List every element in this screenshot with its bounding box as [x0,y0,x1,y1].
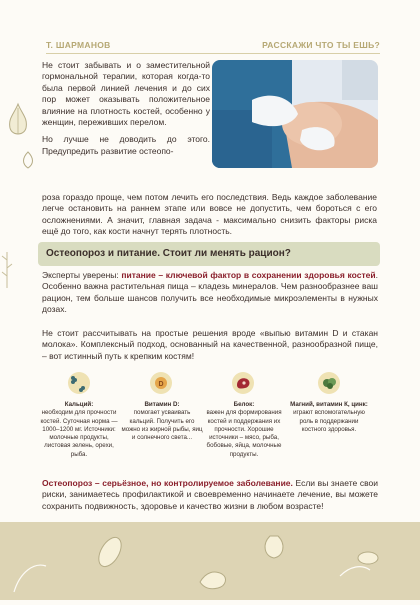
intro-text-2-cont: роза гораздо проще, чем потом лечить его последствия. Ведь каждое заболевание легче остановить на раннем этапе или вовсе не допустить, чем бороться с его осложнениями. А значит, главная задача - максимально снизить факторы риска ещё до того, как кости начнут терять плотность. [42,192,377,237]
conclusion-text: Если вы знаете свои риски, занимаетесь профилактикой и своевременно начинаете лечение, вы можете сохранить подвижность, здоровье и качество жизни в любом возрасте! [42,478,378,511]
garlic-sketch-icon [4,100,32,140]
meat-icon [232,372,254,394]
header-divider [46,53,380,54]
conclusion-highlight: Остеопороз – серьёзное, но контролируемое заболевание. [42,478,293,488]
experts-text-before: Эксперты уверены: [42,270,122,280]
vegetables-sketch-icon [0,522,420,600]
experts-highlight: питание – ключевой фактор в сохранении здоровья костей [121,270,376,280]
protein-icon-circle [232,372,254,394]
calcium-icon-circle [68,372,90,394]
nutrient-title: Белок: [233,401,255,408]
footer-band [0,522,420,600]
vitamin-d-icon [150,372,172,394]
nutrient-column-calcium [38,401,120,459]
conclusion-paragraph [42,478,378,512]
vitamin-d-icon-circle [150,372,172,394]
intro-text-2-start: Но лучше не доводить до этого. Предупредить развитие остеопо- [42,134,210,156]
nutrient-column-protein [203,401,285,459]
nutrient-title: Витамин D: [144,401,180,408]
greens-icon [318,372,340,394]
intro-paragraph [42,60,210,157]
nutrient-text: помогает усваивать кальций. Получить его можно из жирной рыбы, яиц и солнечного света... [121,409,203,442]
nutrient-column-vitamin-d [121,401,203,442]
nutrient-title: Магний, витамин К, цинк: [290,401,368,408]
experts-text-after: . Особенно важна растительная пища – кладезь минералов. Чем разнообразнее ваш рацион, тем больше шансов получить все необходимые микроэлементы в нужных дозах. [42,270,378,315]
leaf-sketch-icon [20,150,36,170]
nutrient-text: важен для формирования костей и поддержания их прочности. Хорошие источники – мясо, рыба, бобовые, яйца, молочные продукты. [206,409,282,458]
simple-solutions-paragraph: Не стоит рассчитывать на простые решения вроде «выпью витамин D и стакан молока». Комплексный подход, основанный на качественной, разнообразной пище, – вот истинный путь к крепким костям! [42,328,378,361]
section-title: Остеопороз и питание. Стоит ли менять рацион? [46,248,291,259]
header-author: Т. ШАРМАНОВ [46,40,111,50]
experts-paragraph [42,270,378,316]
minerals-icon-circle [318,372,340,394]
intro-text-1: Не стоит забывать и о заместительной гормональной терапии, которая когда-то была первой линией лечения и до сих пор может оказывать положительное влияние на плотность костей, особенно у женщин, переживших перелом. [42,60,210,128]
header-section: РАССКАЖИ ЧТО ТЫ ЕШЬ? [262,40,380,50]
nutrient-text: необходим для прочности костей. Суточная норма — 1000–1200 мг. Источники: молочные продукты, листовая зелень, орехи, рыба. [40,409,118,458]
page-header [0,0,420,62]
doctor-knee-photo [212,60,378,168]
section-heading-bar [38,242,380,266]
sprig-sketch-icon [0,250,14,290]
svg-text:D: D [158,381,164,388]
nutrient-text: играют вспомогательную роль в поддержании костного здоровья. [293,409,365,433]
bone-icon [68,372,90,394]
nutrient-column-minerals [288,401,370,434]
nutrient-title: Кальций: [64,401,94,408]
